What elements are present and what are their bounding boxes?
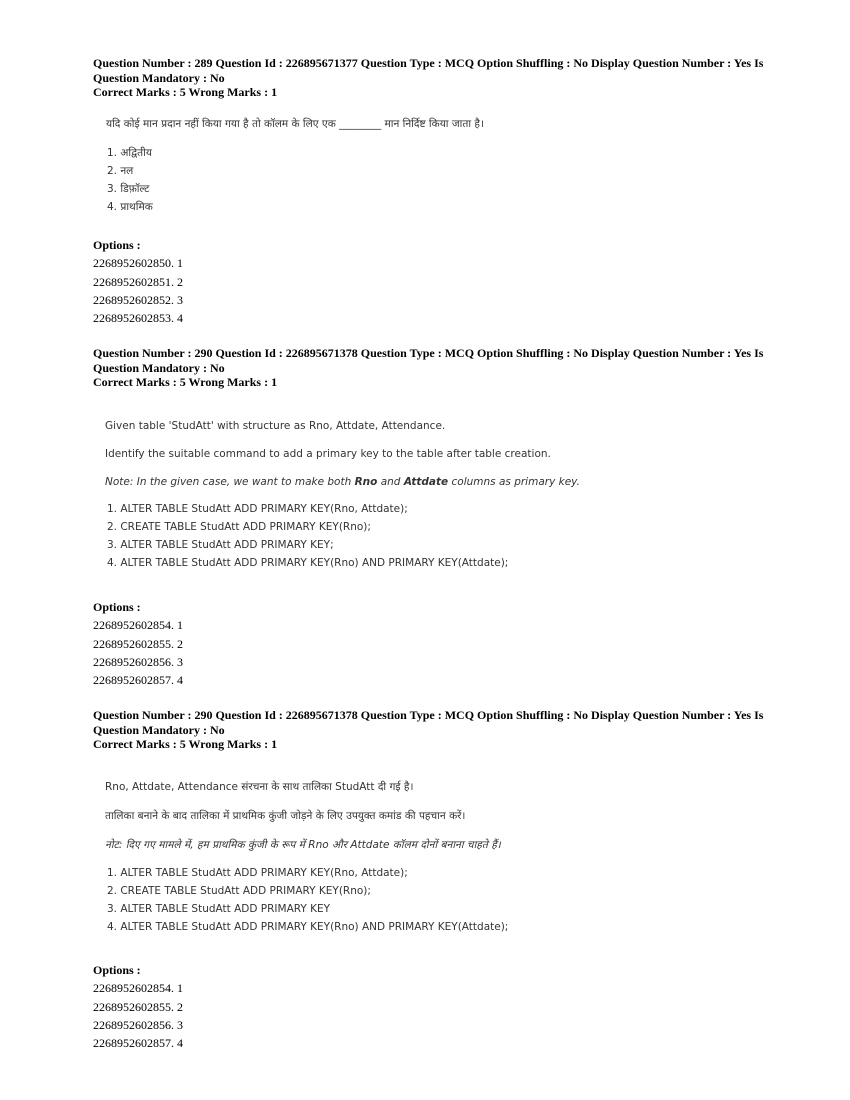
question-header (93, 56, 773, 100)
choice-item: 4. प्राथमिक (107, 201, 153, 213)
question-mandatory-line: Question Mandatory : No (93, 722, 225, 737)
choice-item: 2. CREATE TABLE StudAtt ADD PRIMARY KEY(Rno); (107, 885, 371, 897)
option-id: 2268952602856. 3 (93, 1017, 183, 1032)
note-text: Note: In the given case, we want to make both (105, 476, 355, 488)
option-id: 2268952602854. 1 (93, 981, 183, 996)
question-mandatory-line: Question Mandatory : No (93, 360, 225, 375)
note-text: columns as primary key. (448, 476, 580, 488)
question-text: तालिका बनाने के बाद तालिका में प्राथमिक कुंजी जोड़ने के लिए उपयुक्त कमांड की पहचान करें। (105, 810, 466, 822)
option-id: 2268952602855. 2 (93, 999, 183, 1014)
choice-list (107, 144, 786, 216)
question-header (93, 708, 773, 752)
question-body (106, 117, 786, 216)
choice-item: 3. डिफ़ॉल्ट (107, 183, 150, 195)
option-id: 2268952602851. 2 (93, 274, 183, 289)
choice-item: 1. ALTER TABLE StudAtt ADD PRIMARY KEY(Rno, Attdate); (107, 503, 408, 515)
choice-item: 1. अद्वितीय (107, 147, 152, 159)
option-id: 2268952602855. 2 (93, 636, 183, 651)
marks-line: Correct Marks : 5 Wrong Marks : 1 (93, 737, 278, 751)
option-id: 2268952602852. 3 (93, 292, 183, 307)
question-note (105, 476, 785, 488)
choice-item: 3. ALTER TABLE StudAtt ADD PRIMARY KEY; (107, 539, 334, 551)
question-header (93, 346, 773, 390)
choice-item: 2. नल (107, 165, 134, 177)
options-section (93, 236, 773, 327)
choice-list (107, 864, 785, 936)
option-id: 2268952602850. 1 (93, 256, 183, 271)
question-text: Given table 'StudAtt' with structure as Rno, Attdate, Attendance. (105, 420, 446, 432)
marks-line: Correct Marks : 5 Wrong Marks : 1 (93, 85, 278, 99)
option-id: 2268952602857. 4 (93, 1036, 183, 1051)
note-bold: Attdate (403, 476, 449, 488)
question-body (105, 780, 785, 936)
question-text: Identify the suitable command to add a primary key to the table after table creation. (105, 448, 551, 460)
question-text: Rno, Attdate, Attendance संरचना के साथ तालिका StudAtt दी गई है। (105, 781, 414, 793)
question-text: यदि कोई मान प्रदान नहीं किया गया है तो कॉलम के लिए एक ________ मान निर्दिष्ट किया जाता है। (106, 118, 484, 130)
question-meta-line: Question Number : 290 Question Id : 226895671378 Question Type : MCQ Option Shuffling : No Display Question Number : Yes Is (93, 346, 764, 360)
option-id: 2268952602856. 3 (93, 654, 183, 669)
choice-list (107, 500, 785, 572)
options-label: Options : (93, 963, 141, 977)
question-note: नोट: दिए गए मामले में, हम प्राथमिक कुंजी के रूप में Rno और Attdate कॉलम दोनों बनाना चाहते हैं। (105, 839, 501, 851)
question-body (105, 420, 785, 572)
choice-item: 4. ALTER TABLE StudAtt ADD PRIMARY KEY(Rno) AND PRIMARY KEY(Attdate); (107, 557, 509, 569)
choice-item: 4. ALTER TABLE StudAtt ADD PRIMARY KEY(Rno) AND PRIMARY KEY(Attdate); (107, 921, 509, 933)
question-mandatory-line: Question Mandatory : No (93, 70, 225, 85)
marks-line: Correct Marks : 5 Wrong Marks : 1 (93, 375, 278, 389)
question-meta-line: Question Number : 290 Question Id : 226895671378 Question Type : MCQ Option Shuffling : No Display Question Number : Yes Is (93, 708, 764, 722)
option-id: 2268952602853. 4 (93, 311, 183, 326)
options-section (93, 598, 773, 689)
options-label: Options : (93, 600, 141, 614)
option-id: 2268952602854. 1 (93, 618, 183, 633)
note-bold: Rno (354, 476, 378, 488)
choice-item: 1. ALTER TABLE StudAtt ADD PRIMARY KEY(Rno, Attdate); (107, 867, 408, 879)
option-id: 2268952602857. 4 (93, 673, 183, 688)
note-text: and (377, 476, 404, 488)
options-section (93, 961, 773, 1052)
choice-item: 2. CREATE TABLE StudAtt ADD PRIMARY KEY(Rno); (107, 521, 371, 533)
options-label: Options : (93, 238, 141, 252)
question-meta-line: Question Number : 289 Question Id : 226895671377 Question Type : MCQ Option Shuffling : No Display Question Number : Yes Is (93, 56, 764, 70)
choice-item: 3. ALTER TABLE StudAtt ADD PRIMARY KEY (107, 903, 331, 915)
